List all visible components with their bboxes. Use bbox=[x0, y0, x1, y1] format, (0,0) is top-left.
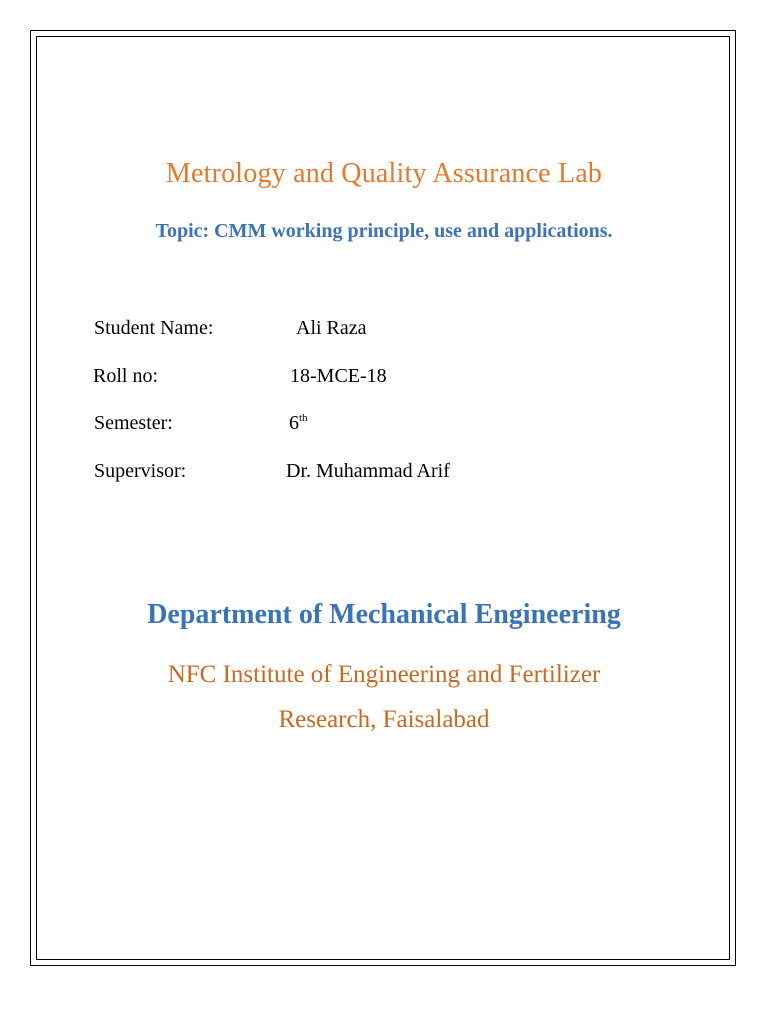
roll-no-label: Roll no: bbox=[93, 365, 159, 387]
topic-line: Topic: CMM working principle, use and applications. bbox=[155, 220, 613, 242]
lab-title: Metrology and Quality Assurance Lab bbox=[165, 158, 603, 189]
institute-line-2: Research, Faisalabad bbox=[278, 706, 490, 733]
department-name: Department of Mechanical Engineering bbox=[147, 599, 621, 630]
supervisor-value: Dr. Muhammad Arif bbox=[286, 460, 450, 482]
institute-line-1: NFC Institute of Engineering and Fertilizer bbox=[167, 661, 601, 688]
semester-ordinal-suffix: th bbox=[299, 412, 308, 424]
roll-no-value: 18-MCE-18 bbox=[290, 365, 387, 387]
supervisor-label: Supervisor: bbox=[94, 460, 187, 482]
semester-number: 6 bbox=[289, 412, 299, 434]
student-name-label: Student Name: bbox=[94, 317, 214, 339]
student-name-value: Ali Raza bbox=[296, 317, 367, 339]
semester-value bbox=[289, 412, 308, 435]
semester-label: Semester: bbox=[94, 412, 173, 434]
